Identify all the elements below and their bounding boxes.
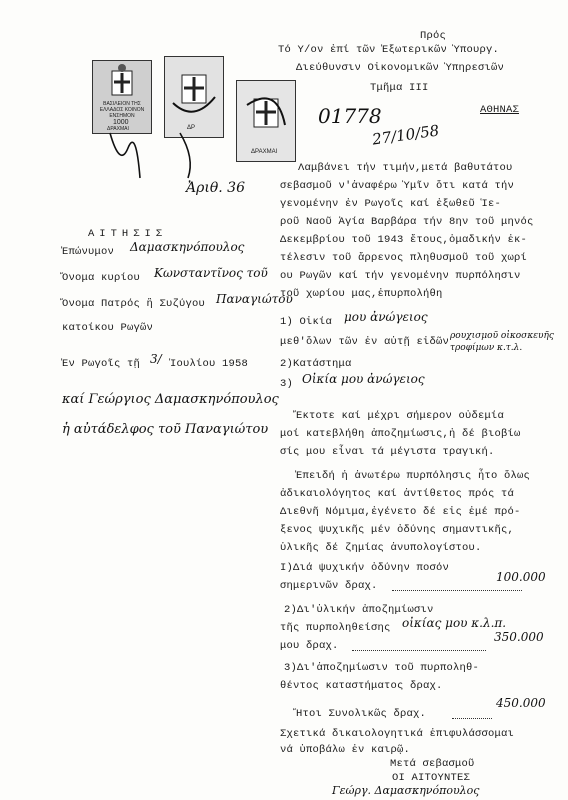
place-date: Ἐν Ρωγοῖς τῇ: [62, 358, 141, 370]
claim-3-label: θέντος καταστήματος δραχ.: [280, 680, 443, 692]
body-text: μοί κατεβλήθη ἀποζημίωσις,ἡ δέ βιοβίω: [280, 428, 521, 440]
claim-2-label: 2)Δι'ὑλικήν ἀποζημίωσιν: [284, 604, 434, 616]
body-text: γενομένην ἐν Ρωγοῖς καί ἐξωθεῦ Ἱε-: [280, 198, 502, 210]
item-1-contents-value: ρουχισμοῦ οἰκοσκευῆς τροφίμων κ.τ.λ.: [450, 331, 554, 353]
header-city: ΑΘΗΝΑΣ: [480, 104, 520, 116]
total-label: Ἤτοι Συνολικῶς δραχ.: [296, 708, 427, 720]
name-label: Ὄνομα κυρίου: [62, 272, 141, 284]
closing-regards: Μετά σεβασμοῦ: [390, 758, 475, 770]
header-ministry: Τό Υ/ον ἐπί τῶν Ἐξωτερικῶν Ὑπουργ.: [278, 44, 500, 56]
signature-2: Γεώργ. Δαμασκηνόπουλος: [332, 784, 480, 797]
item-1-contents: μεθ'ὅλων τῶν ἐν αὐτῇ εἰδῶν: [280, 336, 450, 348]
body-text: Ἐπειδή ἡ ἀνωτέρω πυρπόλησις ἦτο ὅλως: [296, 470, 531, 482]
claim-2-value: οἰκίας μου κ.λ.π.: [402, 616, 507, 630]
closing-text: Σχετικά δικαιολογητικά ἐπιφυλάσσομαι: [280, 728, 515, 740]
application-title: ΑΙΤΗΣΙΣ: [88, 228, 168, 240]
dotted-leader: [452, 718, 492, 719]
revenue-stamp: ΔΡ: [164, 56, 224, 138]
total-amount: 450.000: [496, 696, 546, 710]
coat-of-arms-icon: [93, 63, 151, 103]
name-value: Κωνσταντῖνος τοῦ: [154, 266, 268, 280]
body-text: σεβασμοῦ ν'ἀναφέρω Ὑμῖν ὅτι κατά τήν: [280, 180, 515, 192]
item-1-label: 1) Οἰκία: [280, 316, 333, 328]
header-number: 01778: [318, 104, 382, 128]
body-text: ου Ρωγῶν καί τήν γενομένην πυρπόλησιν: [280, 270, 521, 282]
revenue-stamp: ΒΑΣΙΛΕΙΟΝ ΤΗΣ ΕΛΛΑΔΟΣ ΚΟΙΝΟΝ ΕΝΣΗΜΟΝ 1000 ΔΡΑΧΜΑΙ: [92, 60, 152, 134]
father-value: Παναγιώτου: [216, 292, 293, 306]
claim-1-label: σημερινῶν δραχ.: [280, 580, 378, 592]
body-text: Δεκεμβρίου τοῦ 1943 ἔτους,ὁμαδικήν ἐκ-: [280, 234, 528, 246]
claim-2-label: τῆς πυρποληθείσης: [280, 622, 391, 634]
protocol-number: Ἀριθ. 36: [186, 180, 245, 196]
body-text: σίς μου εἶναι τά μέγιστα τραγική.: [280, 446, 495, 458]
signature-line-2: ἡ αὐτάδελφος τοῦ Παναγιώτου: [62, 422, 269, 437]
claim-1-label: Ι)Διά ψυχικήν ὀδύνην ποσόν: [280, 562, 450, 574]
surname-value: Δαμασκηνόπουλος: [130, 240, 245, 254]
dotted-leader: [392, 590, 522, 591]
body-text: Ἔκτοτε καί μέχρι σήμερον οὐδεμία: [296, 410, 505, 422]
body-text: ὑλικῆς δέ ζημίας ἀνυπολογίστου.: [280, 542, 482, 554]
signature-line-1: καί Γεώργιος Δαμασκηνόπουλος: [62, 392, 279, 407]
date-month-year: Ἰουλίου 1958: [170, 358, 249, 370]
claim-2-label: μου δραχ.: [280, 640, 339, 652]
claim-2-amount: 350.000: [494, 630, 544, 644]
date-day: 3/: [150, 352, 162, 366]
coat-of-arms-icon: [165, 61, 223, 121]
claim-3-label: 3)Δι'ἀποζημίωσιν τοῦ πυρποληθ-: [284, 662, 480, 674]
item-1-value: μου ἀνώγειος: [344, 310, 428, 324]
header-directorate: Διεύθυνσιν Οἰκονομικῶν Ὑπηρεσιῶν: [296, 62, 505, 74]
item-2-label: 2)Κατάστημα: [280, 358, 352, 370]
body-text: ξενος ψυχικῆς μέν ὀδύνης σημαντικῆς,: [280, 524, 515, 536]
body-text: ροῦ Ναοῦ Ἁγία Βαρβάρα τήν 8ην τοῦ μηνός: [280, 216, 534, 228]
header-to: Πρός: [420, 30, 447, 42]
stamp-cancellation-scribble: [100, 128, 260, 188]
body-text: Διεθνῆ Νόμιμα,ἐγένετο δέ εἰς ἐμέ πρό-: [280, 506, 521, 518]
dotted-leader: [352, 650, 486, 651]
surname-label: Ἐπώνυμον: [62, 246, 115, 258]
body-text: τοῦ χωρίου μας,ἐπυρπολήθη: [280, 288, 443, 300]
header-section: Τμῆμα ΙΙΙ: [370, 82, 429, 94]
header-date: 27/10/58: [371, 121, 441, 149]
body-text: τέλεσιν τοῦ ἄρρενος πληθυσμοῦ τοῦ χωρί: [280, 252, 528, 264]
body-text: ἀδικαιολόγητος καί ἀντίθετος πρός τά: [280, 488, 515, 500]
item-3-label: 3): [280, 378, 294, 390]
item-3-value: Οἰκία μου ἀνώγειος: [302, 372, 425, 386]
applicants-label: ΟΙ ΑΙΤΟΥΝΤΕΣ: [392, 772, 471, 784]
claim-1-amount: 100.000: [496, 570, 546, 584]
closing-text: νά ὑποβάλω ἐν καιρῷ.: [280, 744, 411, 756]
body-text: Λαμβάνει τήν τιμήν,μετά βαθυτάτου: [298, 162, 513, 174]
father-label: Ὄνομα Πατρός ἢ Συζύγου: [62, 298, 206, 310]
revenue-stamp: ΔΡΑΧΜΑΙ: [236, 80, 296, 162]
residence-label: κατοίκου Ρωγῶν: [62, 322, 154, 334]
